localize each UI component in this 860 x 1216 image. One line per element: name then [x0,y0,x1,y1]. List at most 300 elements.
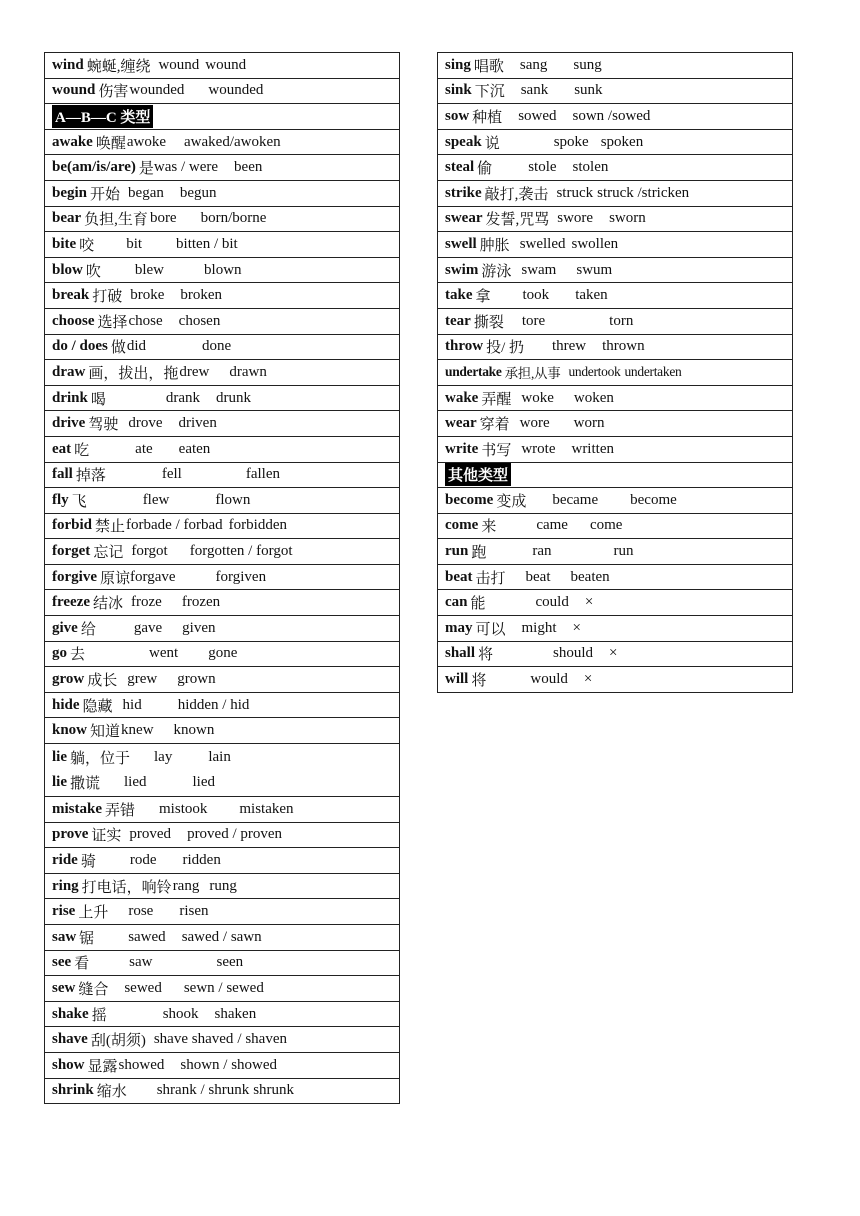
verb-meaning: 锯 [79,930,95,947]
verb-meaning: 驾驶 [88,417,119,434]
verb-base: give [52,619,78,636]
verb-past-participle: lied [192,774,216,791]
verb-past-participle: beaten [570,568,610,585]
verb-meaning: 禁止 [95,519,126,536]
verb-meaning: 击打 [475,570,506,587]
verb-row [44,207,400,233]
verb-past: proved [129,826,172,843]
verb-meaning: 掉落 [75,468,106,485]
verb-past-participle: undertaken [624,364,682,380]
verb-past: woke [521,389,554,406]
verb-past-participle: given [182,619,216,636]
verb-row [44,360,400,386]
verb-past: rose [128,903,154,920]
verb-base: rise [52,903,76,920]
section-header: A—B—C 类型 [52,105,153,128]
verb-past: wrote [521,440,556,457]
verb-row [437,79,793,105]
verb-base: mistake [52,800,102,817]
verb-row [44,181,400,207]
verb-base: sink [445,82,472,99]
verb-past: drank [165,389,201,406]
verb-base: ride [52,852,78,869]
verb-past: became [552,491,599,508]
verb-row [437,155,793,181]
verb-base: choose [52,312,95,329]
verb-row [44,874,400,900]
verb-base: can [445,594,468,611]
verb-past-participle: chosen [178,312,221,329]
verb-base: ring [52,877,79,894]
verb-past-participle: drunk [216,389,252,406]
verb-row [437,130,793,156]
verb-base: freeze [52,594,91,611]
verb-base: show [52,1056,85,1073]
verb-past-participle: blown [204,261,242,278]
verb-meaning: 唱歌 [473,58,504,75]
verb-past: lied [124,774,147,791]
verb-past: saw [129,954,153,971]
verb-past: forgot [131,543,168,560]
verb-past-participle: swum [576,261,613,278]
verb-past: shrank / shrunk [156,1082,250,1099]
verb-base: go [52,645,67,662]
verb-row [437,437,793,463]
left-verb-table [44,52,400,1104]
verb-past-participle: proved / proven [187,826,283,843]
verb-past-participle: run [613,543,634,560]
verb-meaning: 书写 [481,442,512,459]
verb-row [44,925,400,951]
verb-past: ran [532,543,552,560]
verb-row [437,514,793,540]
verb-past-participle: known [173,722,215,739]
verb-past: stole [528,159,557,176]
verb-base: undertake [445,364,502,380]
verb-base: prove [52,826,89,843]
verb-row [437,616,793,642]
verb-base: speak [445,133,482,150]
verb-line [52,745,231,770]
verb-row [44,130,400,156]
verb-row [44,386,400,412]
verb-past: lay [154,749,173,766]
verb-past: did [126,338,147,355]
verb-past-participle: grown [177,671,216,688]
verb-past: shave shaved [153,1031,234,1048]
verb-past: could [535,594,569,611]
verb-past-participle: shown / showed [180,1056,278,1073]
verb-past: sang [519,56,548,73]
verb-past-participle: seen [216,954,244,971]
verb-base: do / does [52,338,108,355]
verb-past: fell [161,466,182,483]
verb-past-participle: taken [575,287,608,304]
verb-past-participle: torn [609,312,634,329]
verb-row [44,616,400,642]
verb-past-participle: hidden / hid [177,696,250,713]
verb-past-participle: struck /stricken [597,184,690,201]
verb-row [44,951,400,977]
verb-row [44,309,400,335]
verb-base: break [52,287,90,304]
verb-past: wore [519,415,550,432]
verb-past: broke [130,287,165,304]
verb-past-participle: bitten / bit [176,235,238,252]
right-verb-table [437,52,793,693]
section-header-row [437,463,793,489]
verb-past: flew [142,491,170,508]
verb-meaning: 变成 [496,493,527,510]
verb-past: wounded [129,82,185,99]
verb-row [44,79,400,105]
verb-row [437,181,793,207]
verb-row [44,1079,400,1105]
verb-past: rode [129,852,157,869]
verb-meaning: 能 [470,596,486,613]
verb-meaning: 游泳 [481,263,512,280]
verb-past-participle: × [609,645,618,662]
verb-row [44,976,400,1002]
verb-past-participle: drawn [229,363,267,380]
verb-meaning: 肿胀 [479,237,510,254]
verb-meaning: 负担,生育 [84,212,148,229]
verb-past: swam [521,261,557,278]
verb-base: forbid [52,517,93,534]
verb-past-participle: forgotten / forgot [189,543,293,560]
verb-meaning: 穿着 [479,417,510,434]
verb-base: shall [445,645,476,662]
verb-base: beat [445,568,473,585]
verb-row [44,848,400,874]
verb-base: swim [445,261,479,278]
verb-base: sing [445,56,471,73]
verb-past: sewed [124,979,162,996]
verb-base: drive [52,415,86,432]
verb-row [44,1027,400,1053]
verb-meaning: 将 [471,673,487,690]
verb-meaning: 选择 [97,314,128,331]
verb-past-participle: broken [180,287,223,304]
verb-row [44,667,400,693]
verb-past: would [530,671,568,688]
verb-row [44,411,400,437]
verb-base: wound [52,82,96,99]
verb-past: shook [162,1005,199,1022]
verb-past: hid [122,696,142,713]
verb-row [44,693,400,719]
verb-past: took [522,287,550,304]
verb-past: showed [118,1056,165,1073]
verb-row [437,565,793,591]
verb-row [437,642,793,668]
verb-meaning: 撕裂 [473,314,504,331]
verb-base: forget [52,543,91,560]
verb-row [437,488,793,514]
verb-meaning: 唤醒 [95,135,126,152]
verb-meaning: 打电话，响铃 [81,879,172,896]
verb-base: shrink [52,1082,94,1099]
verb-meaning: 结冰 [93,596,124,613]
verb-row [44,565,400,591]
verb-base: grow [52,671,85,688]
verb-past-participle: sewn / sewed [183,979,264,996]
verb-base: shave [52,1031,88,1048]
verb-meaning: 投/ 扔 [486,340,524,357]
verb-base: sew [52,979,76,996]
verb-row [437,258,793,284]
verb-meaning: 显露 [87,1058,118,1075]
verb-meaning: 吹 [85,263,101,280]
verb-past: undertook [568,364,621,380]
verb-past: came [536,517,568,534]
verb-past-participle: begun [179,184,217,201]
verb-base: lie [52,749,67,766]
verb-base: run [445,543,469,560]
verb-meaning: 来 [481,519,497,536]
verb-base: tear [445,312,471,329]
verb-meaning: 躺，位于 [70,751,131,768]
verb-meaning: 摇 [91,1007,107,1024]
verb-base: sow [445,107,470,124]
verb-past-participle: sown /sowed [572,107,651,124]
verb-past: went [149,645,179,662]
section-header: 其他类型 [445,463,511,486]
verb-past-participle: mistaken [239,800,294,817]
verb-past-participle: flown [215,491,251,508]
verb-meaning: 说 [484,135,500,152]
verb-row [437,207,793,233]
verb-base: draw [52,363,86,380]
verb-meaning: 上升 [78,905,109,922]
verb-past: bit [126,235,143,252]
verb-past-participle: worn [573,415,605,432]
verb-past-participle: eaten [178,440,211,457]
verb-meaning: 弄醒 [481,391,512,408]
verb-meaning: 蜿蜒,缠绕 [86,58,151,75]
verb-row [437,309,793,335]
verb-past-participle: risen [179,903,209,920]
verb-row [44,283,400,309]
verb-meaning: 证实 [91,828,122,845]
verb-meaning: 飞 [71,493,87,510]
verb-past-participle: written [571,440,614,457]
verb-past-participle: fallen [245,466,281,483]
verb-meaning: 去 [70,647,86,664]
verb-past-participle: × [584,594,594,611]
verb-past-participle: thrown [602,338,645,355]
verb-past-participle: sworn [609,210,646,227]
verb-row [437,104,793,130]
verb-past: drew [179,363,210,380]
verb-base: lie [52,774,67,791]
verb-past: bore [149,210,177,227]
verb-base: saw [52,928,77,945]
verb-base: write [445,440,479,457]
verb-row [437,283,793,309]
verb-meaning: 吃 [74,442,90,459]
verb-row [437,335,793,361]
verb-row [437,232,793,258]
verb-past-participle: gone [208,645,238,662]
verb-meaning: 咬 [79,237,95,254]
verb-row [437,53,793,79]
verb-past-participle: done [202,338,232,355]
verb-meaning: 隐藏 [82,698,113,715]
verb-past-participle: born/borne [200,210,267,227]
verb-base: wake [445,389,479,406]
verb-past: beat [525,568,551,585]
verb-base: fall [52,466,73,483]
verb-base: take [445,287,473,304]
verb-meaning: 发誓,咒骂 [485,212,550,229]
verb-meaning: 看 [74,956,90,973]
verb-past-participle: awaked/awoken [184,133,281,150]
verb-past: spoke [553,133,589,150]
verb-past: forgave [130,568,176,585]
verb-past-participle: been [234,159,263,176]
verb-meaning: 知道 [90,724,121,741]
verb-row [44,823,400,849]
verb-past: gave [133,619,163,636]
verb-past-participle: / shaven [237,1031,287,1048]
verb-past: swelled [519,235,566,252]
verb-past-participle: stolen [572,159,609,176]
verb-past-participle: lain [208,749,231,766]
verb-past-participle: come [589,517,623,534]
verb-base: know [52,722,88,739]
verb-base: may [445,619,473,636]
verb-base: throw [445,338,484,355]
verb-base: become [445,491,494,508]
verb-row [44,155,400,181]
verb-past: ate [135,440,153,457]
verb-past: threw [551,338,587,355]
verb-base: be(am/is/are) [52,159,136,176]
verb-past-participle: wound [205,56,247,73]
verb-row [44,258,400,284]
verb-past: swore [557,210,594,227]
verb-past-participle: sung [573,56,602,73]
verb-past-participle: become [630,491,677,508]
verb-past: grew [127,671,158,688]
verb-row [44,718,400,744]
verb-meaning: 是 [138,161,154,178]
verb-past-participle: ridden [182,852,221,869]
verb-meaning: 给 [80,621,96,638]
verb-base: will [445,671,469,688]
verb-past-participle: driven [178,415,217,432]
verb-row [44,488,400,514]
verb-meaning: 骑 [80,854,96,871]
verb-past: began [128,184,164,201]
verb-past: should [553,645,594,662]
verb-past: knew [121,722,154,739]
verb-row [44,590,400,616]
verb-base: blow [52,261,83,278]
verb-meaning: 缩水 [96,1084,127,1101]
verb-meaning: 伤害 [98,84,129,101]
verb-past: blew [134,261,165,278]
verb-meaning: 原谅 [99,570,130,587]
verb-row [44,514,400,540]
verb-past-participle: shaken [214,1005,257,1022]
verb-meaning: 刮(胡须) [90,1033,146,1050]
verb-row [44,899,400,925]
verb-meaning: 下沉 [474,84,505,101]
verb-meaning: 将 [478,647,494,664]
verb-base: strike [445,184,482,201]
verb-meaning: 偷 [477,161,493,178]
verb-base: begin [52,184,88,201]
verb-row [437,667,793,693]
verb-meaning: 画，拔出，拖 [88,365,179,382]
verb-meaning: 拿 [475,289,491,306]
verb-base: steal [445,159,475,176]
verb-base: forgive [52,568,97,585]
verb-past: was / were [153,159,219,176]
verb-row [44,1053,400,1079]
verb-meaning: 弄错 [105,802,136,819]
verb-past-participle: swollen [571,235,619,252]
verb-row [44,744,400,797]
verb-past: might [521,619,557,636]
verb-past-participle: sawed / sawn [181,928,262,945]
verb-meaning: 敲打,袭击 [484,186,549,203]
verb-row [437,360,793,386]
verb-past: rang [172,877,200,894]
verb-past-participle: forbidden [228,517,287,534]
verb-row [44,335,400,361]
verb-meaning: 开始 [90,186,121,203]
verb-past-participle: × [572,619,581,636]
section-header-row [44,104,400,130]
verb-past: mistook [159,800,208,817]
verb-row [44,797,400,823]
verb-base: shake [52,1005,89,1022]
verb-past-participle: × [583,671,593,688]
verb-base: come [445,517,479,534]
verb-meaning: 做 [110,340,126,357]
verb-meaning: 承担,从事 [504,366,561,382]
verb-base: swear [445,210,483,227]
verb-base: hide [52,696,80,713]
verb-row [44,539,400,565]
verb-base: drink [52,389,88,406]
verb-base: bite [52,235,77,252]
verb-base: awake [52,133,93,150]
verb-past: drove [128,415,163,432]
verb-past-participle: woken [573,389,614,406]
verb-row [44,53,400,79]
verb-meaning: 打破 [92,289,123,306]
verb-past: wound [158,56,200,73]
verb-past: awoke [126,133,167,150]
verb-base: wear [445,415,477,432]
verb-past-participle: rung [209,877,237,894]
verb-base: wind [52,56,84,73]
verb-base: bear [52,210,82,227]
verb-past-participle: spoken [600,133,644,150]
verb-row [437,411,793,437]
verb-row [437,539,793,565]
verb-past: sowed [518,107,557,124]
verb-row [44,463,400,489]
verb-meaning: 忘记 [93,545,124,562]
verb-row [44,1002,400,1028]
verb-base: fly [52,491,69,508]
verb-meaning: 跑 [471,545,487,562]
